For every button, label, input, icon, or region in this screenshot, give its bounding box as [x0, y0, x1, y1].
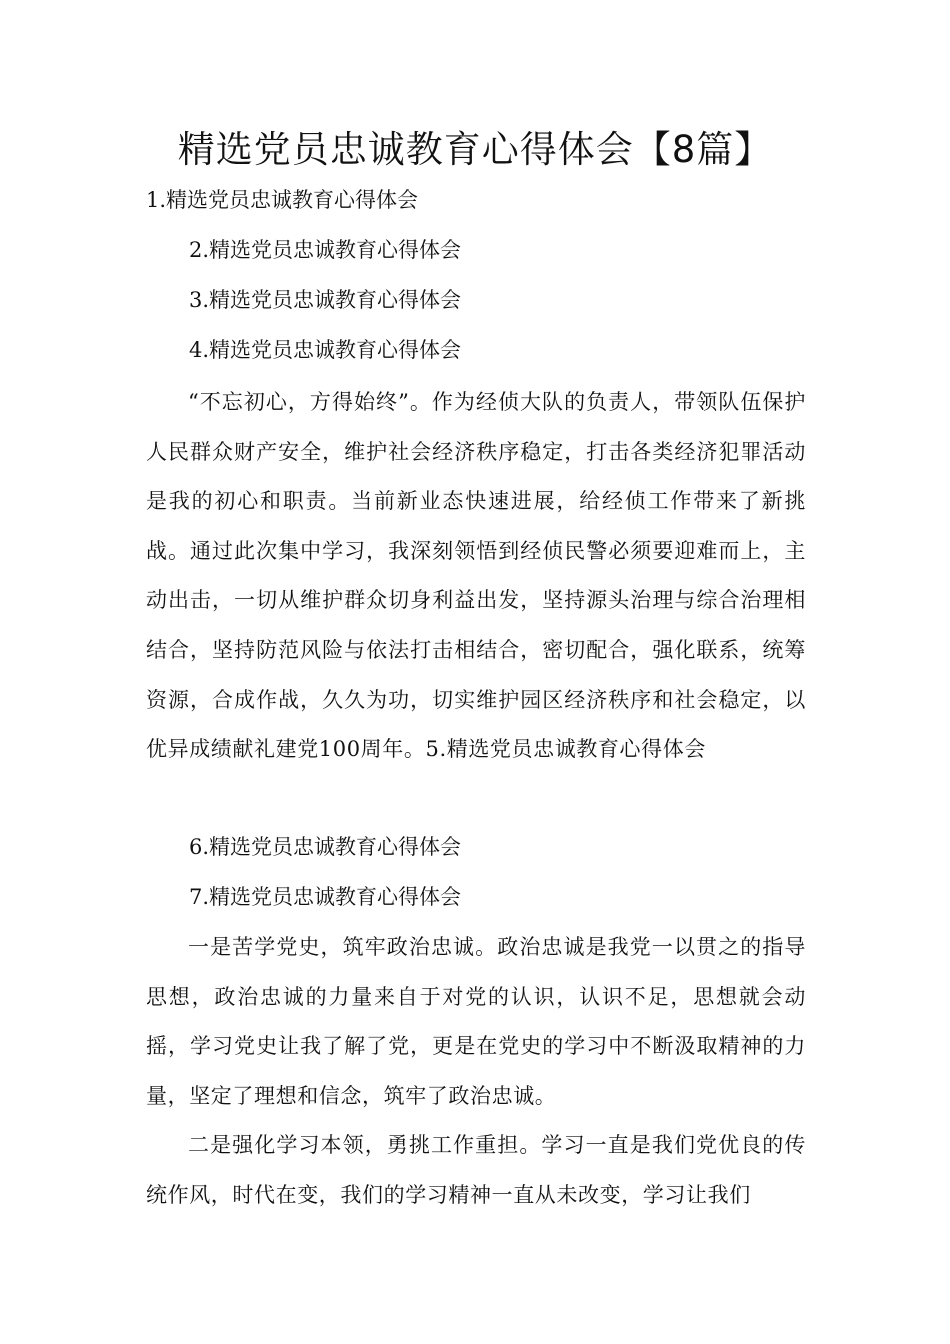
toc-item-7: 7.精选党员忠诚教育心得体会	[189, 885, 462, 909]
toc-item-3: 3.精选党员忠诚教育心得体会	[189, 288, 462, 312]
toc-item-2: 2.精选党员忠诚教育心得体会	[189, 238, 462, 262]
toc-item-6: 6.精选党员忠诚教育心得体会	[189, 835, 462, 859]
paragraph-study-skills: 二是强化学习本领，勇挑工作重担。学习一直是我们党优良的传统作风，时代在变，我们的学习精神一直从未改变，学习让我们	[146, 1133, 806, 1207]
toc-item-1: 1.精选党员忠诚教育心得体会	[146, 188, 419, 212]
paragraph-party-history: 一是苦学党史，筑牢政治忠诚。政治忠诚是我党一以贯之的指导思想，政治忠诚的力量来自于对党的认识，认识不足，思想就会动摇，学习党史让我了解了党，更是在党史的学习中不断汲取精神的力量，坚定了理想和信念，筑牢了政治忠诚。	[146, 935, 806, 1108]
toc-item-4: 4.精选党员忠诚教育心得体会	[189, 338, 462, 362]
paragraph-police-duty: “不忘初心，方得始终”。作为经侦大队的负责人，带领队伍保护人民群众财产安全，维护社会经济秩序稳定，打击各类经济犯罪活动是我的初心和职责。当前新业态快速进展，给经侦工作带来了新挑战。通过此次集中学习，我深刻领悟到经侦民警必须要迎难而上，主动出击，一切从维护群众切身利益出发，坚持源头治理与综合治理相结合，坚持防范风险与依法打击相结合，密切配合，强化联系，统筹资源，合成作战，久久为功，切实维护园区经济秩序和社会稳定，以优异成绩献礼建党100周年。5.精选党员忠诚教育心得体会	[146, 390, 806, 762]
document-title: 精选党员忠诚教育心得体会【8篇】	[177, 128, 773, 171]
